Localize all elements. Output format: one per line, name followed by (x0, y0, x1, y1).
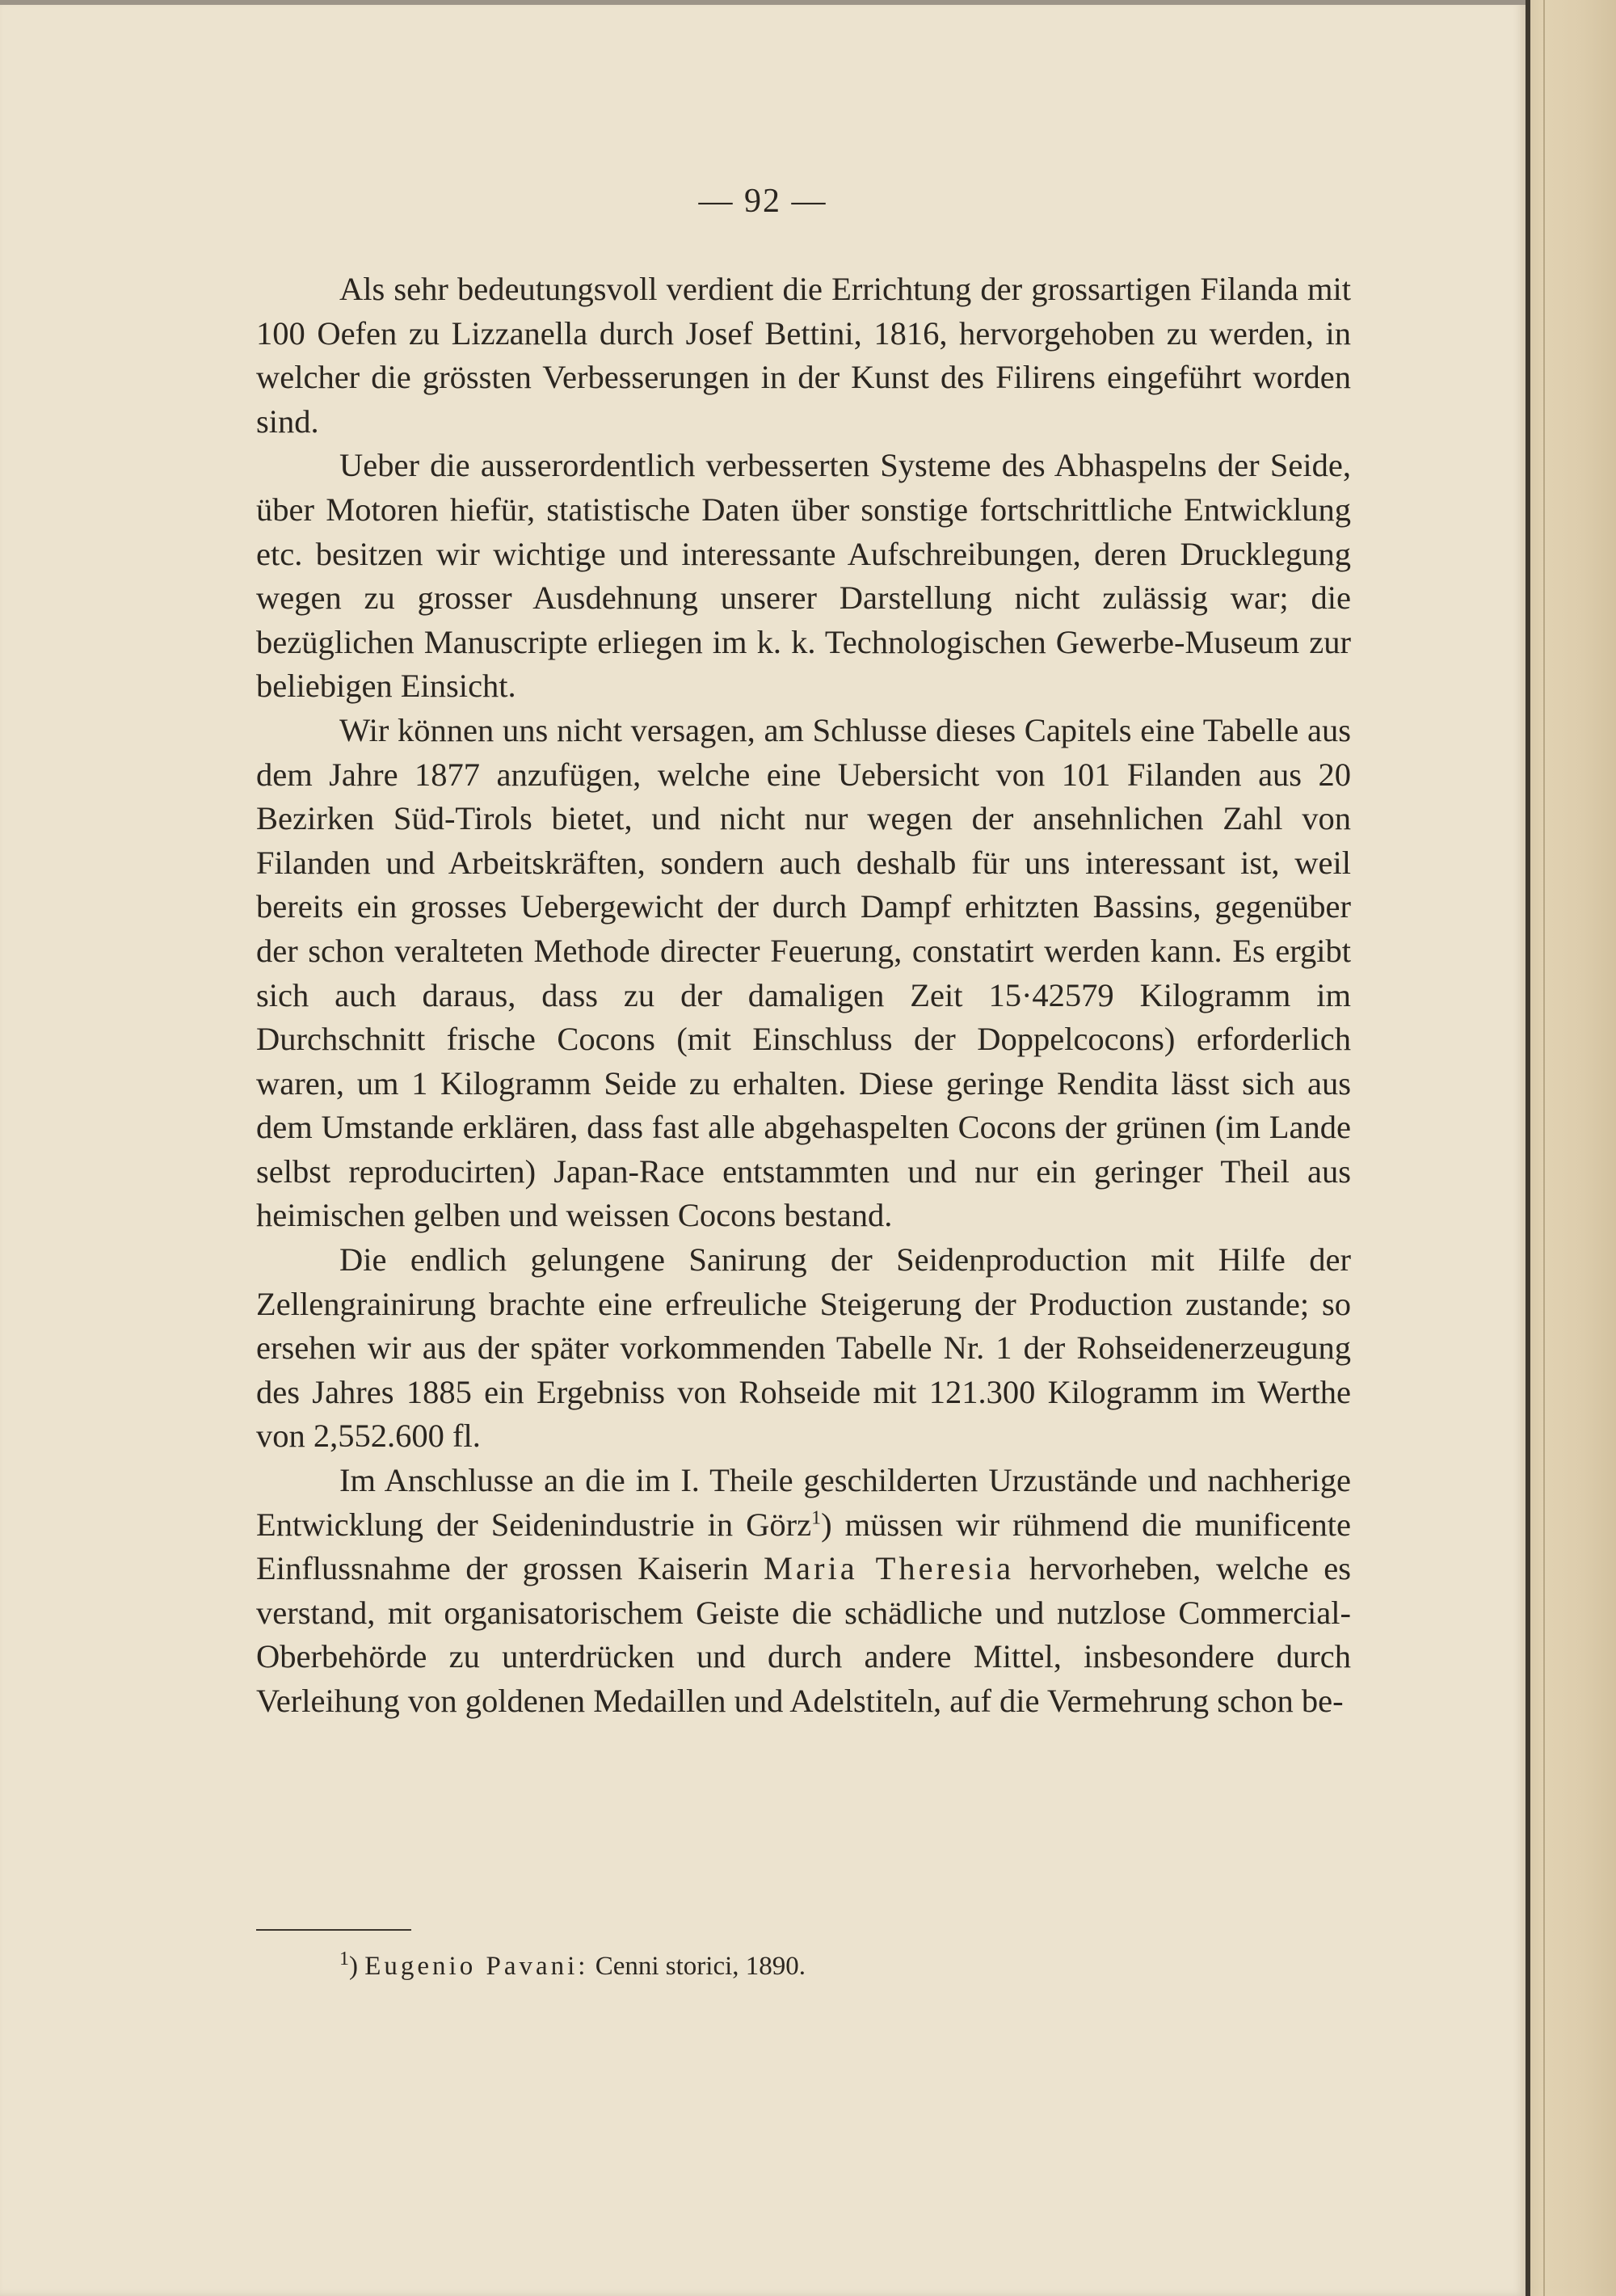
book-spine-edge (1526, 0, 1616, 2296)
footnote (339, 1950, 806, 1982)
spine-fold-line (1543, 0, 1545, 2296)
footnote-divider (256, 1929, 411, 1931)
body-text (256, 268, 1351, 1724)
paragraph-1: Als sehr bedeutungsvoll verdient die Errichtung der grossartigen Filanda mit 100 Oefen zu Lizzanella durch Josef Bettini, 1816, hervorgehoben zu werden, in welcher die grössten Verbesserungen in der Kunst des Filirens eingeführt worden sind. (256, 271, 1351, 440)
page-number: — 92 — (698, 183, 827, 220)
paragraph-5-part-a: Im Anschlusse an die im I. Theile geschilderten Urzustände und nachherige Entwicklung der Seidenindustrie in Görz (256, 1462, 1351, 1543)
footnote-reference: 1 (811, 1507, 822, 1529)
paragraph-4: Die endlich gelungene Sanirung der Seidenproduction mit Hilfe der Zellengrainirung brachte eine erfreuliche Steigerung der Production zustande; so ersehen wir aus der später vorkommenden Tabelle Nr. 1 der Rohseidenerzeugung des Jahres 1885 ein Ergebniss von Rohseide mit 121.300 Kilogramm im Werthe von 2,552.600 fl. (256, 1241, 1351, 1455)
footnote-author: Eugenio Pavani: (364, 1952, 589, 1981)
footnote-title: Cenni storici, 1890. (595, 1952, 806, 1981)
paragraph-5 (256, 1459, 1351, 1724)
paragraph-3: Wir können uns nicht versagen, am Schlusse dieses Capitels eine Tabelle aus dem Jahre 1877 anzufügen, welche eine Uebersicht von 101 Filanden aus 20 Bezirken Süd-Tirols bietet, und nicht nur wegen der ansehnlichen Zahl von Filanden und Arbeitskräften, sondern auch deshalb für uns interessant ist, weil bereits ein grosses Uebergewicht der durch Dampf erhitzten Bassins, gegenüber der schon veralteten Methode directer Feuerung, constatirt werden kann. Es ergibt sich auch daraus, dass zu der damaligen Zeit 15·42579 Kilogramm im Durchschnitt frische Cocons (mit Einschluss der Doppelcocons) erforderlich waren, um 1 Kilogramm Seide zu erhalten. Diese geringe Rendita lässt sich aus dem Umstande erklären, dass fast alle abgehaspelten Cocons der grünen (im Lande selbst reproducirten) Japan-Race entstammten und nur ein geringer Theil aus heimischen gelben und weissen Cocons bestand. (256, 711, 1351, 1234)
paragraph-5-part-c: hervorheben, welche es verstand, mit organisatorischem Geiste die schädliche und nutzlose Commercial-Oberbehörde zu unterdrücken und durch andere Mittel, insbesondere durch Verleihung von goldenen Medaillen und Adelstiteln, auf die Vermehrung schon be- (256, 1550, 1352, 1719)
page-top-edge (0, 0, 1526, 5)
spaced-name: Maria Theresia (764, 1550, 1015, 1587)
footnote-marker: 1 (339, 1948, 349, 1970)
paragraph-2: Ueber die ausserordentlich verbesserten Systeme des Abhaspelns der Seide, über Motoren hiefür, statistische Daten über sonstige fortschrittliche Entwicklung etc. besitzen wir wichtige und interessante Aufschreibungen, deren Drucklegung wegen zu grosser Ausdehnung unserer Darstellung nicht zulässig war; die bezüglichen Manuscripte erliegen im k. k. Technologischen Gewerbe-Museum zur beliebigen Einsicht. (256, 447, 1351, 705)
footnote-marker-close: ) (349, 1952, 358, 1981)
paragraph-5-part-b: ) müssen wir rühmend die munificente Einflussnahme der grossen Kaiserin (256, 1506, 1351, 1587)
page-gutter-line (1526, 0, 1530, 2296)
